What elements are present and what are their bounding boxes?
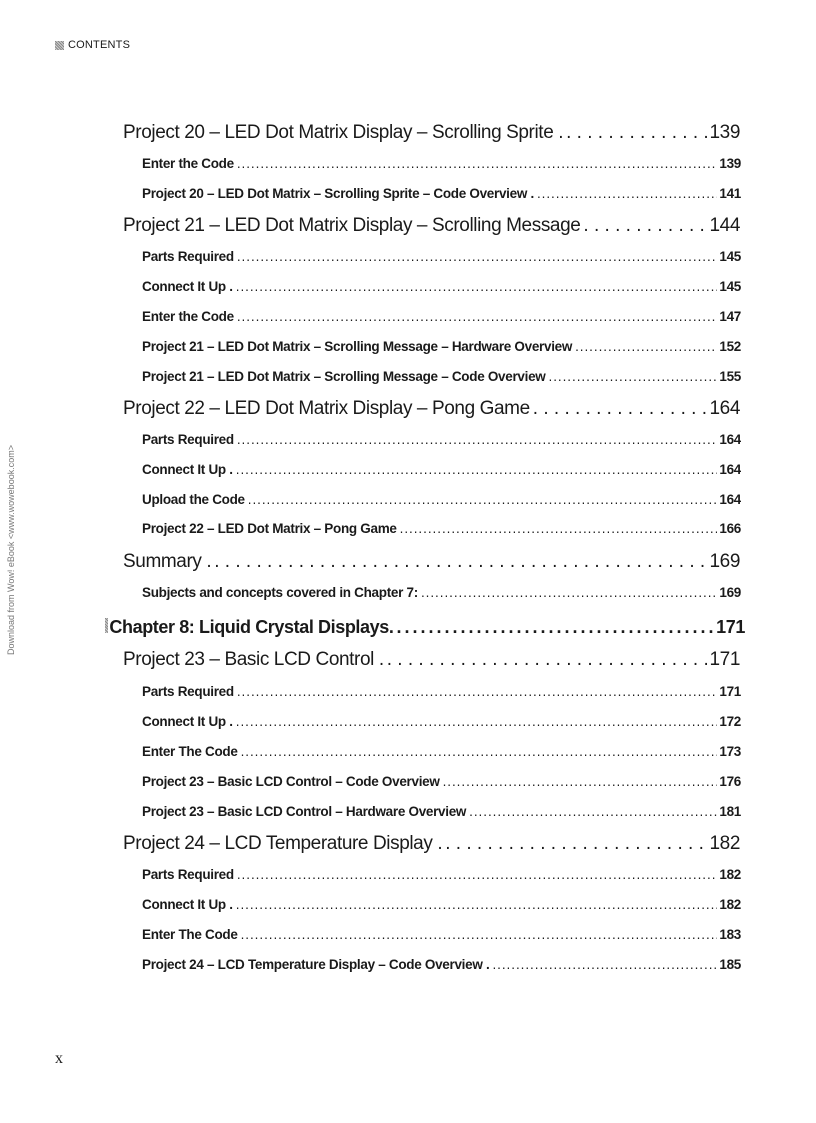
toc-leader-dots [237, 156, 718, 171]
toc-entry-title: Project 24 – LCD Temperature Display . [123, 833, 443, 854]
toc-entry-page: 182 [709, 833, 740, 854]
side-watermark-text: Download from Wow! eBook <www.wowebook.com> [6, 445, 16, 655]
toc-entry-title: Enter The Code [142, 927, 238, 942]
running-header [55, 39, 130, 51]
toc-entry-page: 171 [716, 617, 745, 637]
toc-entry-page: 166 [719, 521, 741, 536]
toc-entry-title: Parts Required [142, 684, 234, 699]
toc-entry-page: 145 [719, 249, 741, 264]
toc-subsection-entry[interactable] [142, 774, 741, 789]
toc-section-entry[interactable] [123, 833, 740, 855]
toc-entry-page: 183 [719, 927, 741, 942]
toc-entry-page: 176 [719, 774, 741, 789]
toc-subsection-entry[interactable] [142, 804, 741, 819]
toc-entry-page: 169 [709, 551, 740, 572]
toc-leader-dots [400, 521, 718, 536]
toc-entry-title: Parts Required [142, 432, 234, 447]
toc-entry-title: Project 21 – LED Dot Matrix – Scrolling Message – Hardware Overview [142, 339, 573, 354]
toc-chapter-entry[interactable] [105, 617, 745, 638]
toc-leader-dots [566, 122, 707, 144]
toc-entry-title: Project 21 – LED Dot Matrix – Scrolling Message – Code Overview [142, 369, 546, 384]
toc-entry-title: Project 21 – LED Dot Matrix Display – Scrolling Message [123, 215, 581, 236]
toc-leader-dots [236, 897, 718, 912]
header-label: CONTENTS [68, 39, 131, 51]
toc-entry-page: 185 [719, 957, 741, 972]
toc-entry-title: Summary . [123, 551, 212, 572]
toc-entry-title: Project 23 – Basic LCD Control . [123, 649, 384, 670]
toc-entry-page: 182 [719, 897, 741, 912]
toc-entry-title: Project 22 – LED Dot Matrix – Pong Game [142, 521, 397, 536]
chapter-square-icon [105, 618, 108, 633]
toc-leader-dots [583, 215, 707, 237]
toc-entry-page: 164 [709, 398, 740, 419]
toc-entry-page: 171 [719, 684, 741, 699]
toc-entry-title: Enter the Code [142, 309, 234, 324]
toc-leader-dots [241, 927, 718, 942]
toc-subsection-entry[interactable] [142, 897, 741, 912]
toc-subsection-entry[interactable] [142, 462, 741, 477]
toc-entry-title: Project 20 – LED Dot Matrix – Scrolling Sprite – Code Overview . [142, 186, 534, 201]
toc-leader-dots [236, 462, 718, 477]
page-number: x [55, 1050, 63, 1067]
toc-subsection-entry[interactable] [142, 279, 741, 294]
toc-subsection-entry[interactable] [142, 186, 741, 201]
toc-section-entry[interactable] [123, 649, 740, 671]
toc-entry-page: 164 [719, 432, 741, 447]
toc-entry-title: Project 23 – Basic LCD Control – Code Overview [142, 774, 440, 789]
toc-subsection-entry[interactable] [142, 867, 741, 882]
toc-subsection-entry[interactable] [142, 684, 741, 699]
toc-leader-dots [237, 867, 718, 882]
toc-subsection-entry[interactable] [142, 927, 741, 942]
toc-subsection-entry[interactable] [142, 369, 741, 384]
toc-leader-dots [533, 398, 708, 420]
toc-entry-title: Project 24 – LCD Temperature Display – Code Overview . [142, 957, 490, 972]
toc-entry-page: 182 [719, 867, 741, 882]
toc-entry-page: 164 [719, 462, 741, 477]
toc-entry-title: Connect It Up . [142, 714, 233, 729]
toc-entry-title: Connect It Up . [142, 462, 233, 477]
toc-subsection-entry[interactable] [142, 249, 741, 264]
toc-leader-dots [248, 492, 718, 507]
toc-section-entry[interactable] [123, 398, 740, 420]
toc-entry-title: Enter the Code [142, 156, 234, 171]
toc-leader-dots [214, 551, 707, 573]
toc-leader-dots [237, 309, 718, 324]
toc-entry-title: Project 22 – LED Dot Matrix Display – Pong Game [123, 398, 530, 419]
toc-entry-page: 145 [719, 279, 741, 294]
toc-entry-title: Upload the Code [142, 492, 245, 507]
toc-entry-title: Connect It Up . [142, 897, 233, 912]
toc-entry-page: 173 [719, 744, 741, 759]
toc-leader-dots [537, 186, 717, 201]
toc-entry-page: 152 [719, 339, 741, 354]
toc-leader-dots [237, 684, 718, 699]
toc-leader-dots [443, 774, 718, 789]
toc-entry-title: Project 20 – LED Dot Matrix Display – Scrolling Sprite . [123, 122, 564, 143]
toc-leader-dots [237, 432, 718, 447]
toc-leader-dots [387, 649, 708, 671]
toc-leader-dots [421, 585, 717, 600]
toc-entry-page: 164 [719, 492, 741, 507]
toc-leader-dots [445, 833, 707, 855]
toc-leader-dots [237, 249, 718, 264]
toc-section-entry[interactable] [123, 215, 740, 237]
toc-subsection-entry[interactable] [142, 309, 741, 324]
toc-entry-page: 172 [719, 714, 741, 729]
toc-entry-page: 169 [719, 585, 741, 600]
toc-subsection-entry[interactable] [142, 585, 741, 600]
toc-entry-title: Enter The Code [142, 744, 238, 759]
toc-entry-page: 155 [719, 369, 741, 384]
toc-entry-title: Parts Required [142, 249, 234, 264]
toc-entry-title: Connect It Up . [142, 279, 233, 294]
toc-entry-page: 139 [719, 156, 741, 171]
toc-leader-dots [396, 617, 714, 638]
toc-section-entry[interactable] [123, 551, 740, 573]
toc-section-entry[interactable] [123, 122, 740, 144]
toc-leader-dots [575, 339, 717, 354]
toc-leader-dots [236, 714, 718, 729]
toc-leader-dots [549, 369, 718, 384]
toc-entry-title: Chapter 8: Liquid Crystal Displays. [109, 617, 394, 637]
toc-entry-title: Parts Required [142, 867, 234, 882]
header-square-icon [55, 41, 64, 50]
toc-leader-dots [236, 279, 718, 294]
toc-subsection-entry[interactable] [142, 744, 741, 759]
toc-subsection-entry[interactable] [142, 521, 741, 536]
toc-entry-page: 181 [719, 804, 741, 819]
toc-entry-title: Project 23 – Basic LCD Control – Hardware Overview [142, 804, 467, 819]
toc-subsection-entry[interactable] [142, 957, 741, 972]
toc-subsection-entry[interactable] [142, 714, 741, 729]
toc-leader-dots [469, 804, 717, 819]
toc-subsection-entry[interactable] [142, 339, 741, 354]
toc-entry-page: 147 [719, 309, 741, 324]
toc-entry-title: Subjects and concepts covered in Chapter 7: [142, 585, 418, 600]
toc-entry-page: 171 [709, 649, 740, 670]
toc-subsection-entry[interactable] [142, 432, 741, 447]
toc-subsection-entry[interactable] [142, 492, 741, 507]
toc-leader-dots [492, 957, 717, 972]
toc-entry-page: 141 [719, 186, 741, 201]
toc-leader-dots [241, 744, 718, 759]
toc-subsection-entry[interactable] [142, 156, 741, 171]
toc-entry-page: 144 [709, 215, 740, 236]
toc-entry-page: 139 [709, 122, 740, 143]
